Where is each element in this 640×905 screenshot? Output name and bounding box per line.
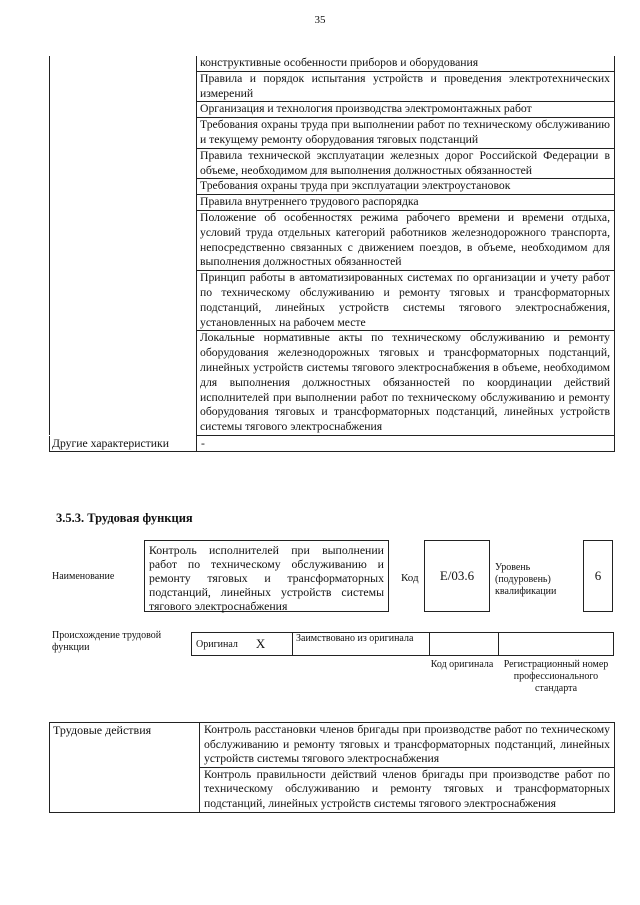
original-mark: X xyxy=(255,636,266,651)
actions-table xyxy=(49,722,615,813)
knowledge-item: Локальные нормативные акты по техническому обслуживанию и ремонту оборудования железнодорожных тяговых и трансформаторных подстанций, линейных устройств системы тягового электроснабжения в объеме, необходимом для выполнения должностных обязанностей по координации действий исполнителей при выполнении работ по техническому обслуживанию и ремонту оборудования тяговых и трансформаторных подстанций, линейных устройств системы тягового электроснабжения xyxy=(196,331,614,436)
knowledge-items xyxy=(196,56,615,436)
knowledge-item: Правила внутреннего трудового распорядка xyxy=(196,195,614,211)
origin-label: Происхождение трудовой функции xyxy=(52,630,162,653)
borrowed-label: Заимствовано из оригинала xyxy=(293,633,430,655)
function-code: E/03.6 xyxy=(424,540,490,612)
qualification-level: 6 xyxy=(583,540,613,612)
level-label: Уровень (подуровень) квалификации xyxy=(495,562,557,597)
code-original-caption: Код оригинала xyxy=(430,659,494,670)
origin-code-cell xyxy=(430,633,499,655)
other-characteristics-label: Другие характеристики xyxy=(50,436,197,451)
knowledge-table xyxy=(49,56,615,452)
action-item: Контроль расстановки членов бригады при производстве работ по техническому обслуживанию и ремонту тяговых и трансформаторных подстанций, линейных устройств системы тягового электроснабжения xyxy=(200,723,614,768)
knowledge-item: Правила и порядок испытания устройств и проведения электротехнических измерений xyxy=(196,72,614,103)
code-label: Код xyxy=(401,572,419,584)
function-name: Контроль исполнителей при выполнении работ по техническому обслуживанию и ремонту тяговых и трансформаторных подстанций, линейных устройств системы тягового электроснабжения xyxy=(144,540,389,612)
actions-label: Трудовые действия xyxy=(50,723,200,812)
other-characteristics-row xyxy=(49,436,615,452)
knowledge-item: Правила технической эксплуатации железных дорог Российской Федерации в объеме, необходимом для выполнения должностных обязанностей xyxy=(196,149,614,180)
registration-number-cell xyxy=(499,633,613,655)
knowledge-item: Положение об особенностях режима рабочего времени и времени отдыха, условий труда отдельных категорий работников железнодорожного транспорта, непосредственно связанных с движением поездов, в объеме, необходимом для выполнения должностных обязанностей xyxy=(196,211,614,271)
action-item: Контроль правильности действий членов бригады при производстве работ по техническому обслуживанию и ремонту тяговых и трансформаторных подстанций, линейных устройств системы тягового электроснабжения xyxy=(204,767,610,810)
origin-original-cell xyxy=(192,633,293,655)
knowledge-item: Требования охраны труда при выполнении работ по техническому обслуживанию и текущему ремонту оборудования тяговых подстанций xyxy=(196,118,614,149)
knowledge-item: Принцип работы в автоматизированных системах по организации и учету работ по техническому обслуживанию и ремонту тяговых и трансформаторных подстанций, линейных устройств системы тягового электроснабжения, установленных на рабочем месте xyxy=(196,271,614,331)
knowledge-item: конструктивные особенности приборов и оборудования xyxy=(196,56,614,72)
knowledge-item: Организация и технология производства электромонтажных работ xyxy=(196,102,614,118)
origin-table xyxy=(191,632,614,656)
page-number: 35 xyxy=(314,14,326,26)
section-title: 3.5.3. Трудовая функция xyxy=(56,511,193,525)
actions-items xyxy=(200,723,614,812)
registration-caption: Регистрационный номер профессионального стандарта xyxy=(503,659,609,694)
knowledge-item: Требования охраны труда при эксплуатации электроустановок xyxy=(196,179,614,195)
knowledge-label-cell xyxy=(49,56,197,435)
name-label: Наименование xyxy=(52,571,115,582)
original-label: Оригинал xyxy=(196,638,238,650)
other-characteristics-value: - xyxy=(201,436,205,450)
